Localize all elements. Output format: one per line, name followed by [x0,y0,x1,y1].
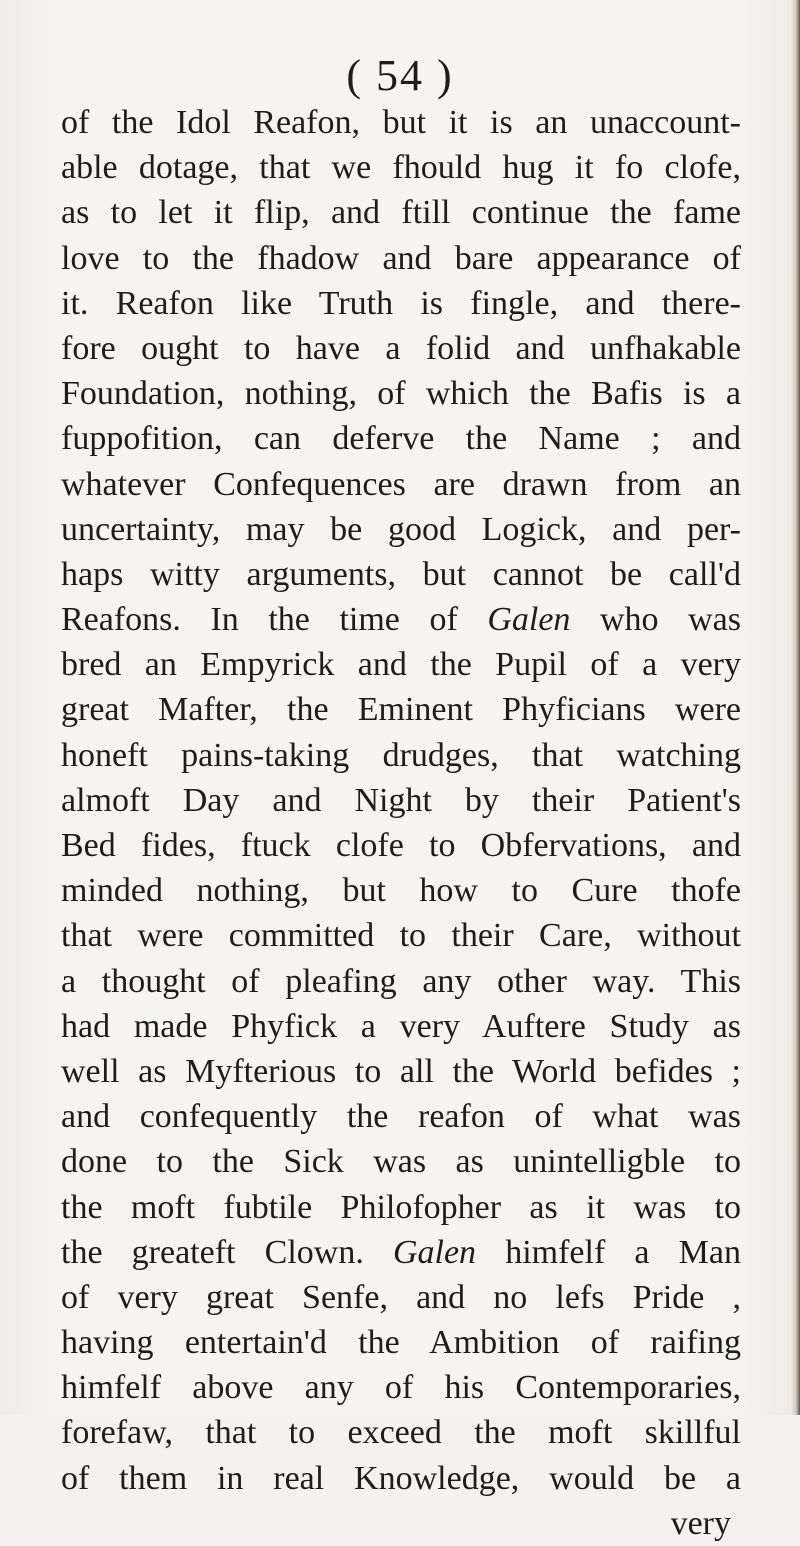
text-line: well as Myfterious to all the World befides ; [61,1052,741,1090]
text-line: great Mafter, the Eminent Phyficians were [61,691,741,729]
text-line: had made Phyfick a very Auftere Study as [61,1007,741,1045]
text-line: the greateft Clown. Galen himfelf a Man [61,1233,741,1271]
text-line: fuppofition, can deferve the Name ; and [61,420,741,458]
page-edge-shadow [790,0,800,1415]
text-line: done to the Sick was as unintelligble to [61,1143,741,1181]
page-number: ( 54 ) [346,51,454,100]
text-line: having entertain'd the Ambition of raifing [61,1324,741,1362]
text-line: the moft fubtile Philofopher as it was to [61,1188,741,1226]
italic-name: Galen [487,601,571,639]
text-line: of them in real Knowledge, would be a [61,1459,741,1497]
text-line: as to let it flip, and ftill continue the fame [61,194,741,232]
text-line: bred an Empyrick and the Pupil of a very [61,646,741,684]
text-line: love to the fhadow and bare appearance of [61,239,741,277]
text-line: it. Reafon like Truth is fingle, and there- [61,284,741,322]
body-text [61,100,741,1546]
text-line: whatever Confequences are drawn from an [61,465,741,503]
text-line: Foundation, nothing, of which the Bafis is a [61,375,741,413]
text-line: honeft pains-taking drudges, that watching [61,736,741,774]
catchword: very [670,1504,731,1542]
text-line: fore ought to have a folid and unfhakable [61,329,741,367]
text-line: able dotage, that we fhould hug it fo clofe, [61,149,741,187]
text-line: himfelf above any of his Contemporaries, [61,1369,741,1407]
text-line: minded nothing, but how to Cure thofe [61,872,741,910]
text-line: Reafons. In the time of Galen who was [61,601,741,639]
text-line: Bed fides, ftuck clofe to Obfervations, and [61,827,741,864]
text-line: that were committed to their Care, without [61,917,741,955]
italic-name: Galen [392,1233,477,1271]
text-line: almoft Day and Night by their Patient's [61,781,741,819]
text-line: uncertainty, may be good Logick, and per- [61,510,741,548]
text-line: haps witty arguments, but cannot be call'd [61,555,741,593]
text-line: of the Idol Reafon, but it is an unaccount- [61,104,741,141]
text-line: of very great Senfe, and no lefs Pride , [61,1278,741,1316]
text-line: a thought of pleafing any other way. This [61,962,741,1000]
text-line: and confequently the reafon of what was [61,1098,741,1136]
text-line: forefaw, that to exceed the moft skillful [61,1414,741,1452]
